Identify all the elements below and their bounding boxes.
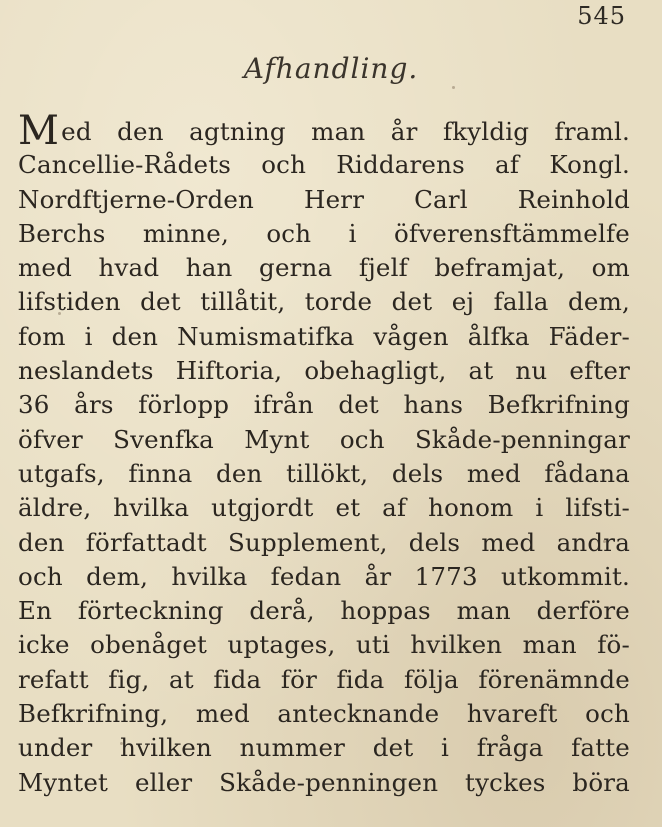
- paper-speck: [603, 540, 606, 543]
- text-line: lifstiden det tillåtit, torde det ej falla dem,: [18, 287, 630, 317]
- text-line: den författadt Supplement, dels med andra: [18, 527, 630, 557]
- section-heading: Afhandling.: [243, 52, 419, 85]
- text-line: Berchs minne, och i öfverensftämmelfe: [18, 218, 630, 248]
- paper-speck: [58, 312, 61, 315]
- text-line: under hvilken nummer det i fråga fatte: [18, 733, 630, 763]
- text-line: utgafs, finna den tillökt, dels med fådana: [18, 458, 630, 488]
- text-line: Med den agtning man år fkyldig framl.: [18, 108, 630, 154]
- text-line: neslandets Hiftoria, obehagligt, at nu efter: [18, 356, 630, 386]
- text-line: refatt fig, at fida för fida följa förenämnde: [18, 664, 630, 694]
- text-line: icke obenåget uptages, uti hvilken man fö-: [18, 630, 630, 660]
- text-line: En förteckning derå, hoppas man derföre: [18, 596, 630, 626]
- text-line: Myntet eller Skåde-penningen tyckes böra: [18, 767, 630, 797]
- paper-speck: [452, 86, 455, 89]
- text-line: äldre, hvilka utgjordt et af honom i lifsti-: [18, 493, 630, 523]
- text-line: Cancellie-Rådets och Riddarens af Kongl.: [18, 150, 630, 180]
- body-text: [18, 108, 630, 800]
- paper-speck: [120, 742, 123, 745]
- text-line: och dem, hvilka fedan år 1773 utkommit.: [18, 561, 630, 591]
- text-line: Befkrifning, med antecknande hvareft och: [18, 699, 630, 729]
- text-line: Nordftjerne-Orden Herr Carl Reinhold: [18, 184, 630, 214]
- text-line: med hvad han gerna fjelf beframjat, om: [18, 253, 630, 283]
- text-line: öfver Svenfka Mynt och Skåde-penningar: [18, 424, 630, 454]
- page-number: 545: [577, 2, 626, 30]
- text-line: 36 års förlopp ifrån det hans Befkrifning: [18, 390, 630, 420]
- text-line: fom i den Numismatifka vågen ålfka Fäder-: [18, 321, 630, 351]
- drop-cap: M: [18, 108, 60, 154]
